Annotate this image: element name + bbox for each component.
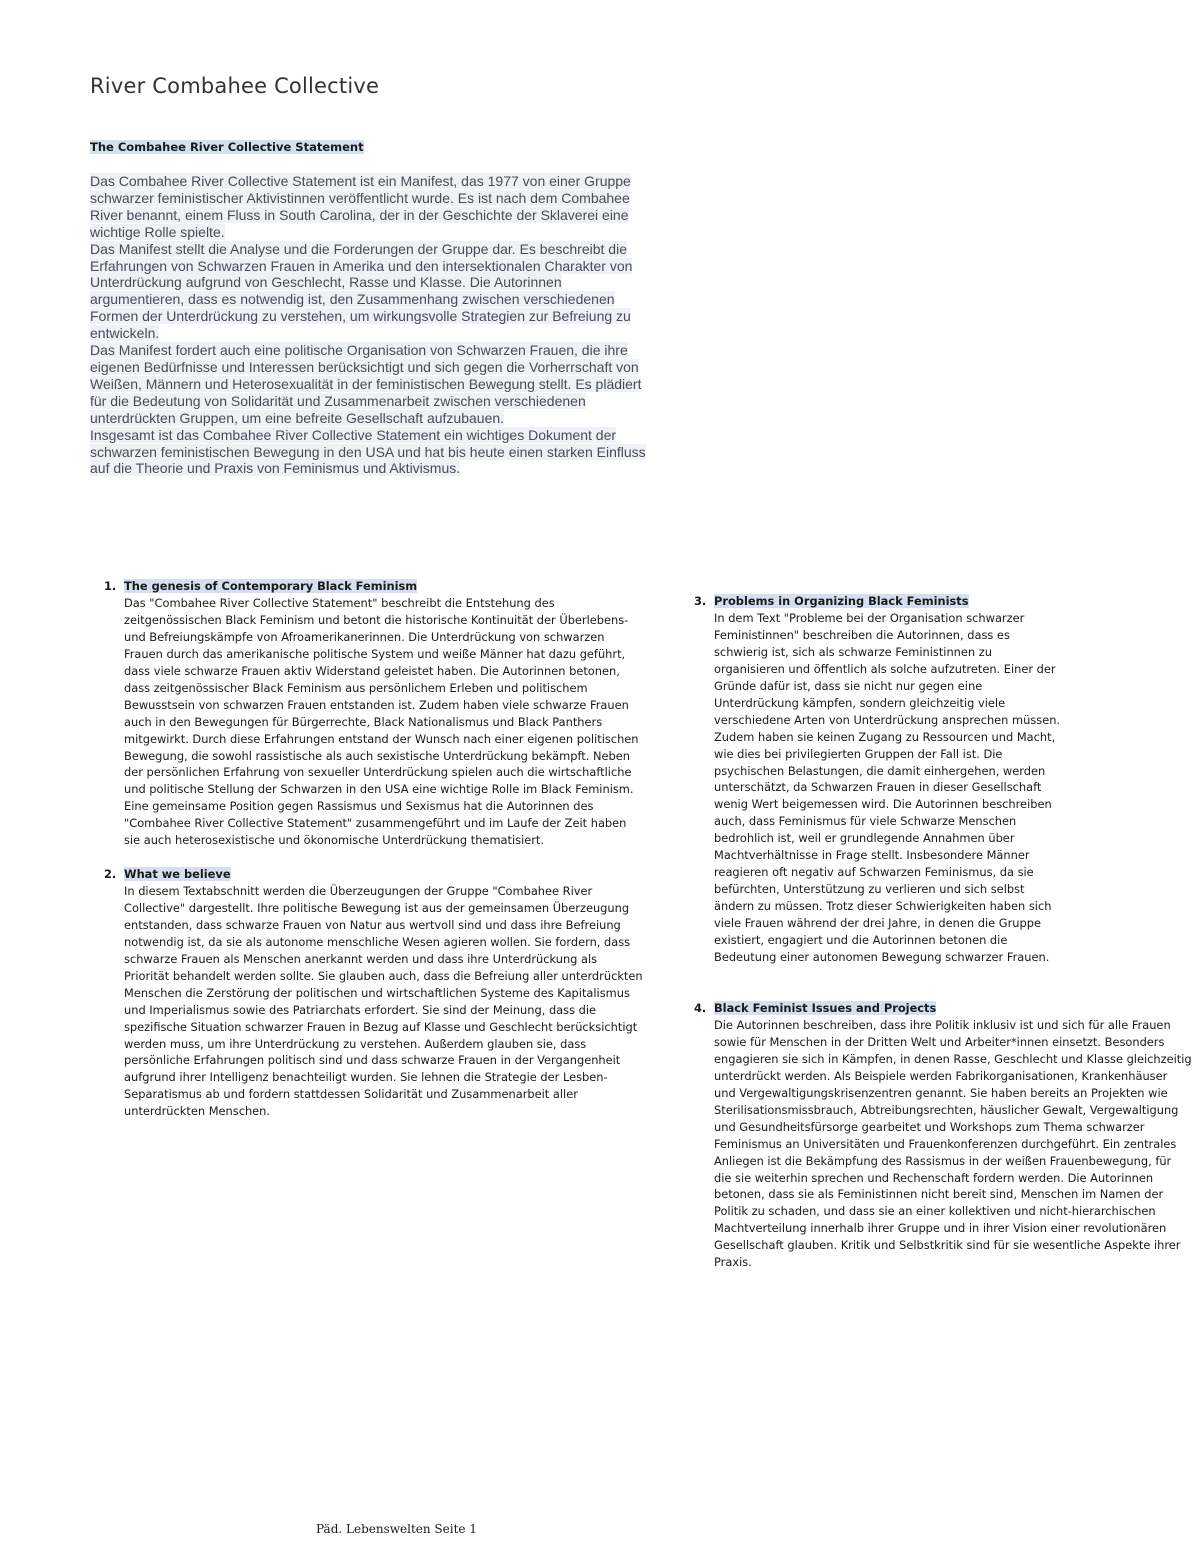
intro-text (90, 173, 650, 477)
intro-paragraph-text: Insgesamt ist das Combahee River Collective Statement ein wichtiges Dokument der schwarzen feministischen Bewegung in den USA und hat bis heute einen starken Einfluss auf die Theorie und Praxis von Feminismus und Aktivismus. (90, 426, 646, 477)
list-item-heading: What we believe (124, 867, 231, 881)
page-footer: Päd. Lebenswelten Seite 1 (316, 1522, 477, 1536)
list-item-body: Die Autorinnen beschreiben, dass ihre Politik inklusiv ist und sich für alle Frauen sowie für Menschen in der Dritten Welt und Arbeiter*innen einsetzt. Besonders engagieren sie sich in Kämpfen, in denen Rasse, Geschlecht und Klasse gleichzeitig unterdrückt werden. Als Beispiele werden Fabrikorganisationen, Krankenhäuser und Vergewaltigungskrisenzentren genannt. Sie haben bereits an Projekten wie Sterilisationsmissbrauch, Abtreibungsrechten, häuslicher Gewalt, Vergewaltigung und Gesundheitsfürsorge gearbeitet und Workshops zum Thema schwarzer Feminismus an Universitäten und Frauenkonferenzen durchgeführt. Ein zentrales Anliegen ist die Bekämpfung des Rassismus in der weißen Frauenbewegung, für die sie weiterhin sprechen und Rechenschaft fordern werden. Die Autorinnen betonen, dass sie als Feministinnen nicht bereit sind, Menschen im Namen der Politik zu schaden, und dass sie an einer kollektiven und nicht-hierarchischen Machtverteilung innerhalb ihrer Gruppe und in ihrer Vision einer revolutionären Gesellschaft glauben. Kritik und Selbstkritik sind für sie wesentliche Aspekte ihrer Praxis. (714, 1017, 1192, 1270)
list-item-issues-projects (694, 1000, 1192, 1271)
document-title: River Combahee Collective (90, 74, 380, 98)
intro-paragraph-text: Das Manifest fordert auch eine politische Organisation von Schwarzen Frauen, die ihre eigenen Bedürfnisse und Interessen berücksichtigt und sich gegen die Vorherrschaft von Weißen, Männern und Heterosexualität in der feministischen Bewegung stellt. Es plädiert für die Bedeutung von Solidarität und Zusammenarbeit zwischen verschiedenen unterdrückten Gruppen, um eine befreite Gesellschaft aufzubauen. (90, 342, 642, 426)
list-number: 1. (104, 579, 117, 593)
intro-paragraph (90, 241, 650, 342)
section-heading (90, 140, 364, 154)
list-item-heading: The genesis of Contemporary Black Feminism (124, 579, 418, 593)
section-heading-text: The Combahee River Collective Statement (90, 140, 364, 154)
intro-paragraph-text: Das Combahee River Collective Statement ist ein Manifest, das 1977 von einer Gruppe schwarzer feministischer Aktivistinnen veröffentlicht wurde. Es ist nach dem Combahee River benannt, einem Fluss in South Carolina, der in der Geschichte der Sklaverei eine wichtige Rolle spielte. (90, 173, 631, 240)
intro-paragraph-text: Das Manifest stellt die Analyse und die Forderungen der Gruppe dar. Es beschreibt die Erfahrungen von Schwarzen Frauen in Amerika und den intersektionalen Charakter von Unterdrückung aufgrund von Geschlecht, Rasse und Klasse. Die Autorinnen argumentieren, dass es notwendig ist, den Zusammenhang zwischen verschiedenen Formen der Unterdrückung zu verstehen, um wirkungsvolle Strategien zur Befreiung zu entwickeln. (90, 240, 633, 342)
list-item-heading: Black Feminist Issues and Projects (714, 1001, 937, 1015)
list-item-body: In dem Text "Probleme bei der Organisation schwarzer Feministinnen" beschreiben die Autorinnen, dass es schwierig ist, sich als schwarze Feministinnen zu organisieren und öffentlich als solche aufzutreten. Einer der Gründe dafür ist, dass sie nicht nur gegen eine Unterdrückung kämpfen, sondern gleichzeitig viele verschiedene Arten von Unterdrückung ansprechen müssen. Zudem haben sie keinen Zugang zu Ressourcen und Macht, wie dies bei privilegierten Gruppen der Fall ist. Die psychischen Belastungen, die damit einhergehen, werden unterschätzt, da Schwarzen Frauen in dieser Gesellschaft wenig Wert beigemessen wird. Die Autorinnen beschreiben auch, dass Feminismus für viele Schwarze Menschen bedrohlich ist, weil er grundlegende Annahmen über Machtverhältnisse in Frage stellt. Insbesondere Männer reagieren oft negativ auf Schwarzen Feminismus, da sie befürchten, Unterstützung zu verlieren und sich selbst ändern zu müssen. Trotz dieser Schwierigkeiten haben sich viele Frauen während der drei Jahre, in denen die Gruppe existiert, engagiert und die Autorinnen betonen die Bedeutung einer autonomen Bewegung schwarzer Frauen. (714, 610, 1061, 965)
list-item-body: Das "Combahee River Collective Statement" beschreibt die Entstehung des zeitgenössischen Black Feminism und betont die historische Kontinuität der Überlebens- und Befreiungskämpfe von Afroamerikanerinnen. Die Unterdrückung von schwarzen Frauen durch das amerikanische politische System und weiße Männer hat dazu geführt, dass viele schwarze Frauen aktiv Widerstand geleistet haben. Die Autorinnen betonen, dass zeitgenössischer Black Feminism aus persönlichem Erleben und politischem Bewusstsein von schwarzen Frauen entstanden ist. Zudem haben viele schwarze Frauen auch in den Bewegungen für Bürgerrechte, Black Nationalismus und Black Panthers mitgewirkt. Durch diese Erfahrungen entstand der Wunsch nach einer eigenen politischen Bewegung, die sowohl rassistische als auch sexistische Unterdrückung bekämpft. Neben der persönlichen Erfahrung von sexueller Unterdrückung spielen auch die wirtschaftliche und politische Stellung der Schwarzen in den USA eine wichtige Rolle im Black Feminism. Eine gemeinsame Position gegen Rassismus und Sexismus hat die Autorinnen des "Combahee River Collective Statement" zusammengeführt und im Laufe der Zeit haben sie auch heterosexistische und ökonomische Unterdrückung thematisiert. (124, 595, 639, 848)
intro-paragraph (90, 342, 650, 427)
list-item-heading: Problems in Organizing Black Feminists (714, 594, 969, 608)
list-number: 2. (104, 867, 117, 881)
list-item-problems-organizing (694, 593, 1064, 966)
list-item-genesis (104, 578, 644, 849)
intro-paragraph (90, 173, 650, 241)
list-number: 4. (694, 1001, 707, 1015)
intro-paragraph (90, 427, 650, 478)
list-number: 3. (694, 594, 707, 608)
list-item-what-we-believe (104, 866, 644, 1120)
list-item-body: In diesem Textabschnitt werden die Überzeugungen der Gruppe "Combahee River Collective" dargestellt. Ihre politische Bewegung ist aus der gemeinsamen Überzeugung entstanden, dass schwarze Frauen von Natur aus wertvoll sind und dass ihre Befreiung notwendig ist, da sie als autonome menschliche Wesen agieren wollen. Sie fordern, dass schwarze Frauen als Menschen anerkannt werden und dass ihre Unterdrückung als Priorität behandelt werden sollte. Sie glauben auch, dass die Befreiung aller unterdrückten Menschen die Zerstörung der politischen und wirtschaftlichen Systeme des Kapitalismus und Imperialismus sowie des Patriarchats erfordert. Sie sind der Meinung, dass die spezifische Situation schwarzer Frauen in Bezug auf Klasse und Geschlecht berücksichtigt werden muss, um ihre Unterdrückung zu verstehen. Außerdem glauben sie, dass persönliche Erfahrungen politisch sind und dass schwarze Frauen in der Vergangenheit aufgrund ihrer Intelligenz benachteiligt wurden. Sie lehnen die Strategie der Lesben-Separatismus ab und fordern stattdessen Solidarität und Zusammenarbeit aller unterdrückten Menschen. (124, 883, 643, 1119)
